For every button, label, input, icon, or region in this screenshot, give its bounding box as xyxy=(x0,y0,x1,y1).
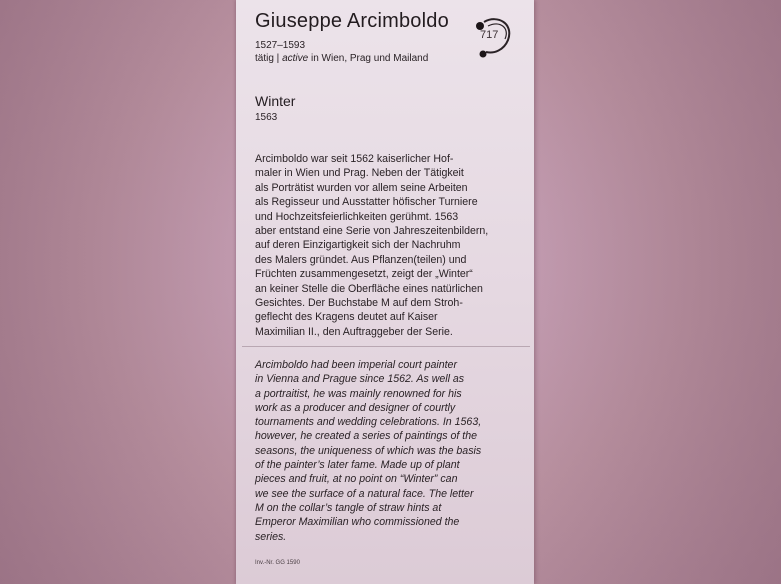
wall-shadow-right xyxy=(531,0,781,584)
museum-label-card xyxy=(236,0,534,584)
inventory-number: Inv.-Nr. GG 1590 xyxy=(255,560,300,566)
artist-dates: 1527–1593 xyxy=(255,40,306,51)
artist-active-places xyxy=(255,53,428,64)
wall-shadow-left xyxy=(0,0,240,584)
divider xyxy=(242,346,530,347)
work-title: Winter xyxy=(255,93,296,109)
work-year: 1563 xyxy=(255,112,278,123)
description-german: Arcimboldo war seit 1562 kaiserlicher Hof- maler in Wien und Prag. Neben der Tätigkeit als Porträtist wurden vor allem seine Arbeiten als Regisseur und Ausstatter höfischer Turniere und Hochzeitsfeierlichkeiten gerühmt. 1563 aber entstand eine Serie von Jahreszeitenbildern, auf deren Einzigartigkeit sich der Nachruhm des Malers gründet. Aus Pflanzen(teilen) und Früchten zusammengesetzt, zeigt der „Winter“ an keiner Stelle die Oberfläche eines natürlichen Gesichtes. Der Buchstabe M auf dem Stroh- geflecht des Kragens deutet auf Kaiser Maximilian II., den Auftraggeber der Serie. xyxy=(255,153,489,338)
active-en: active xyxy=(282,53,309,64)
active-places: in Wien, Prag und Mailand xyxy=(310,53,429,64)
active-de: tätig | xyxy=(255,53,280,64)
description-english: Arcimboldo had been imperial court painter in Vienna and Prague since 1562. As well as a portraitist, he was mainly renowned for his work as a producer and designer of courtly tournaments and wedding celebrations. In 1563, however, he created a series of paintings of the seasons, the uniqueness of which was the basis of the painter’s later fame. Made up of plant pieces and fruit, at no point on “Winter” can we see the surface of a natural face. The letter M on the collar’s tangle of straw hints at Emperor Maximilian who commissioned the series. xyxy=(255,359,482,543)
audio-guide-badge-icon xyxy=(474,16,516,62)
artist-name: Giuseppe Arcimboldo xyxy=(255,10,449,32)
room-number: 717 xyxy=(480,29,499,41)
